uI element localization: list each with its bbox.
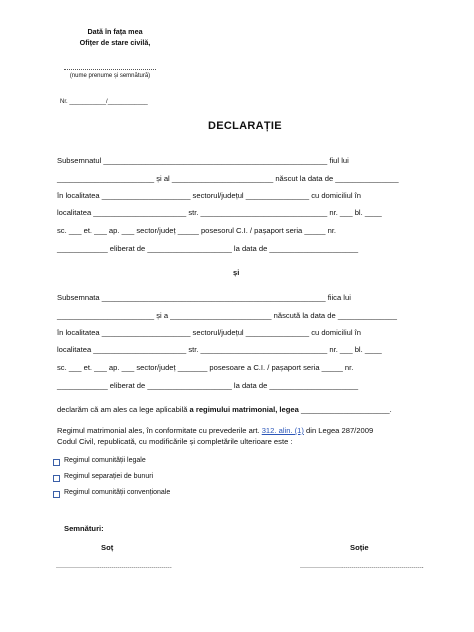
wife-row-4: localitatea ______________________ str. ______________________________ nr. ___ bl. ____ <box>57 345 382 354</box>
option-legal-community: Regimul comunității legale <box>64 457 146 464</box>
option-separation-of-property: Regimul separației de bunuri <box>64 473 154 480</box>
husband-row-4: localitatea ______________________ str. ______________________________ nr. ___ bl. ____ <box>57 208 382 217</box>
wife-signature-line[interactable]: .............................................................. <box>300 561 424 570</box>
husband-row-2: _______________________ și al ________________________ născut la data de _______________ <box>57 174 399 183</box>
signatures-heading: Semnături: <box>64 524 104 533</box>
option-conventional-community: Regimul comunității convenționale <box>64 489 171 496</box>
declaration-bold: a regimului matrimonial, legea <box>189 405 299 414</box>
husband-signature-line[interactable]: .......................................................... <box>56 561 172 570</box>
wife-row-3: în localitatea _____________________ sectorul/județul _______________ cu domiciliul în <box>57 328 361 337</box>
regime-line-2: Codul Civil, republicată, cu modificările și completările ulterioare este : <box>57 437 293 446</box>
checkbox-legal-community[interactable] <box>53 459 60 466</box>
officer-signature-line <box>64 69 156 70</box>
officer-line-2: Ofițer de stare civilă, <box>79 38 151 47</box>
husband-row-5: sc. ___ et. ___ ap. ___ sector/județ _____ posesorul C.I. / pașaport seria _____ nr. <box>57 226 337 235</box>
checkbox-conventional-community[interactable] <box>53 491 60 498</box>
husband-signature-label: Soț <box>101 543 114 552</box>
wife-row-2: _______________________ și a ________________________ născută la data de ______________ <box>57 311 397 320</box>
husband-row-6: ____________ eliberat de ____________________ la data de _____________________ <box>57 244 359 253</box>
husband-row-1: Subsemnatul _____________________________________________________ fiul lui <box>57 156 349 165</box>
checkbox-separation-of-property[interactable] <box>53 475 60 482</box>
registration-number: Nr. ___________/____________ <box>60 99 148 105</box>
wife-row-6: ____________ eliberat de ____________________ la data de _____________________ <box>57 381 359 390</box>
article-link[interactable]: 312. alin. (1) <box>261 426 304 435</box>
regime-prefix: Regimul matrimonial ales, în conformitate cu prevederile art. <box>57 426 262 435</box>
declaration-prefix: declarăm că am ales ca lege aplicabilă <box>57 405 190 414</box>
regime-suffix: din Legea 287/2009 <box>303 426 374 435</box>
wife-signature-label: Soție <box>350 543 369 552</box>
declaration-line <box>57 405 392 414</box>
wife-row-1: Subsemnata _____________________________________________________ fiica lui <box>57 293 351 302</box>
officer-line-1: Dată în fața mea <box>87 27 143 36</box>
wife-row-5: sc. ___ et. ___ ap. ___ sector/județ _______ posesoare a C.I. / pașaport seria _____ nr. <box>57 363 354 372</box>
document-title: DECLARAȚIE <box>208 120 282 132</box>
declaration-suffix: _____________________. <box>298 405 392 414</box>
husband-row-3: în localitatea _____________________ sectorul/județul _______________ cu domiciliul în <box>57 191 361 200</box>
regime-line-1 <box>57 426 373 435</box>
signature-hint: (nume prenume și semnătură) <box>69 73 151 79</box>
conjunction: și <box>233 268 240 277</box>
